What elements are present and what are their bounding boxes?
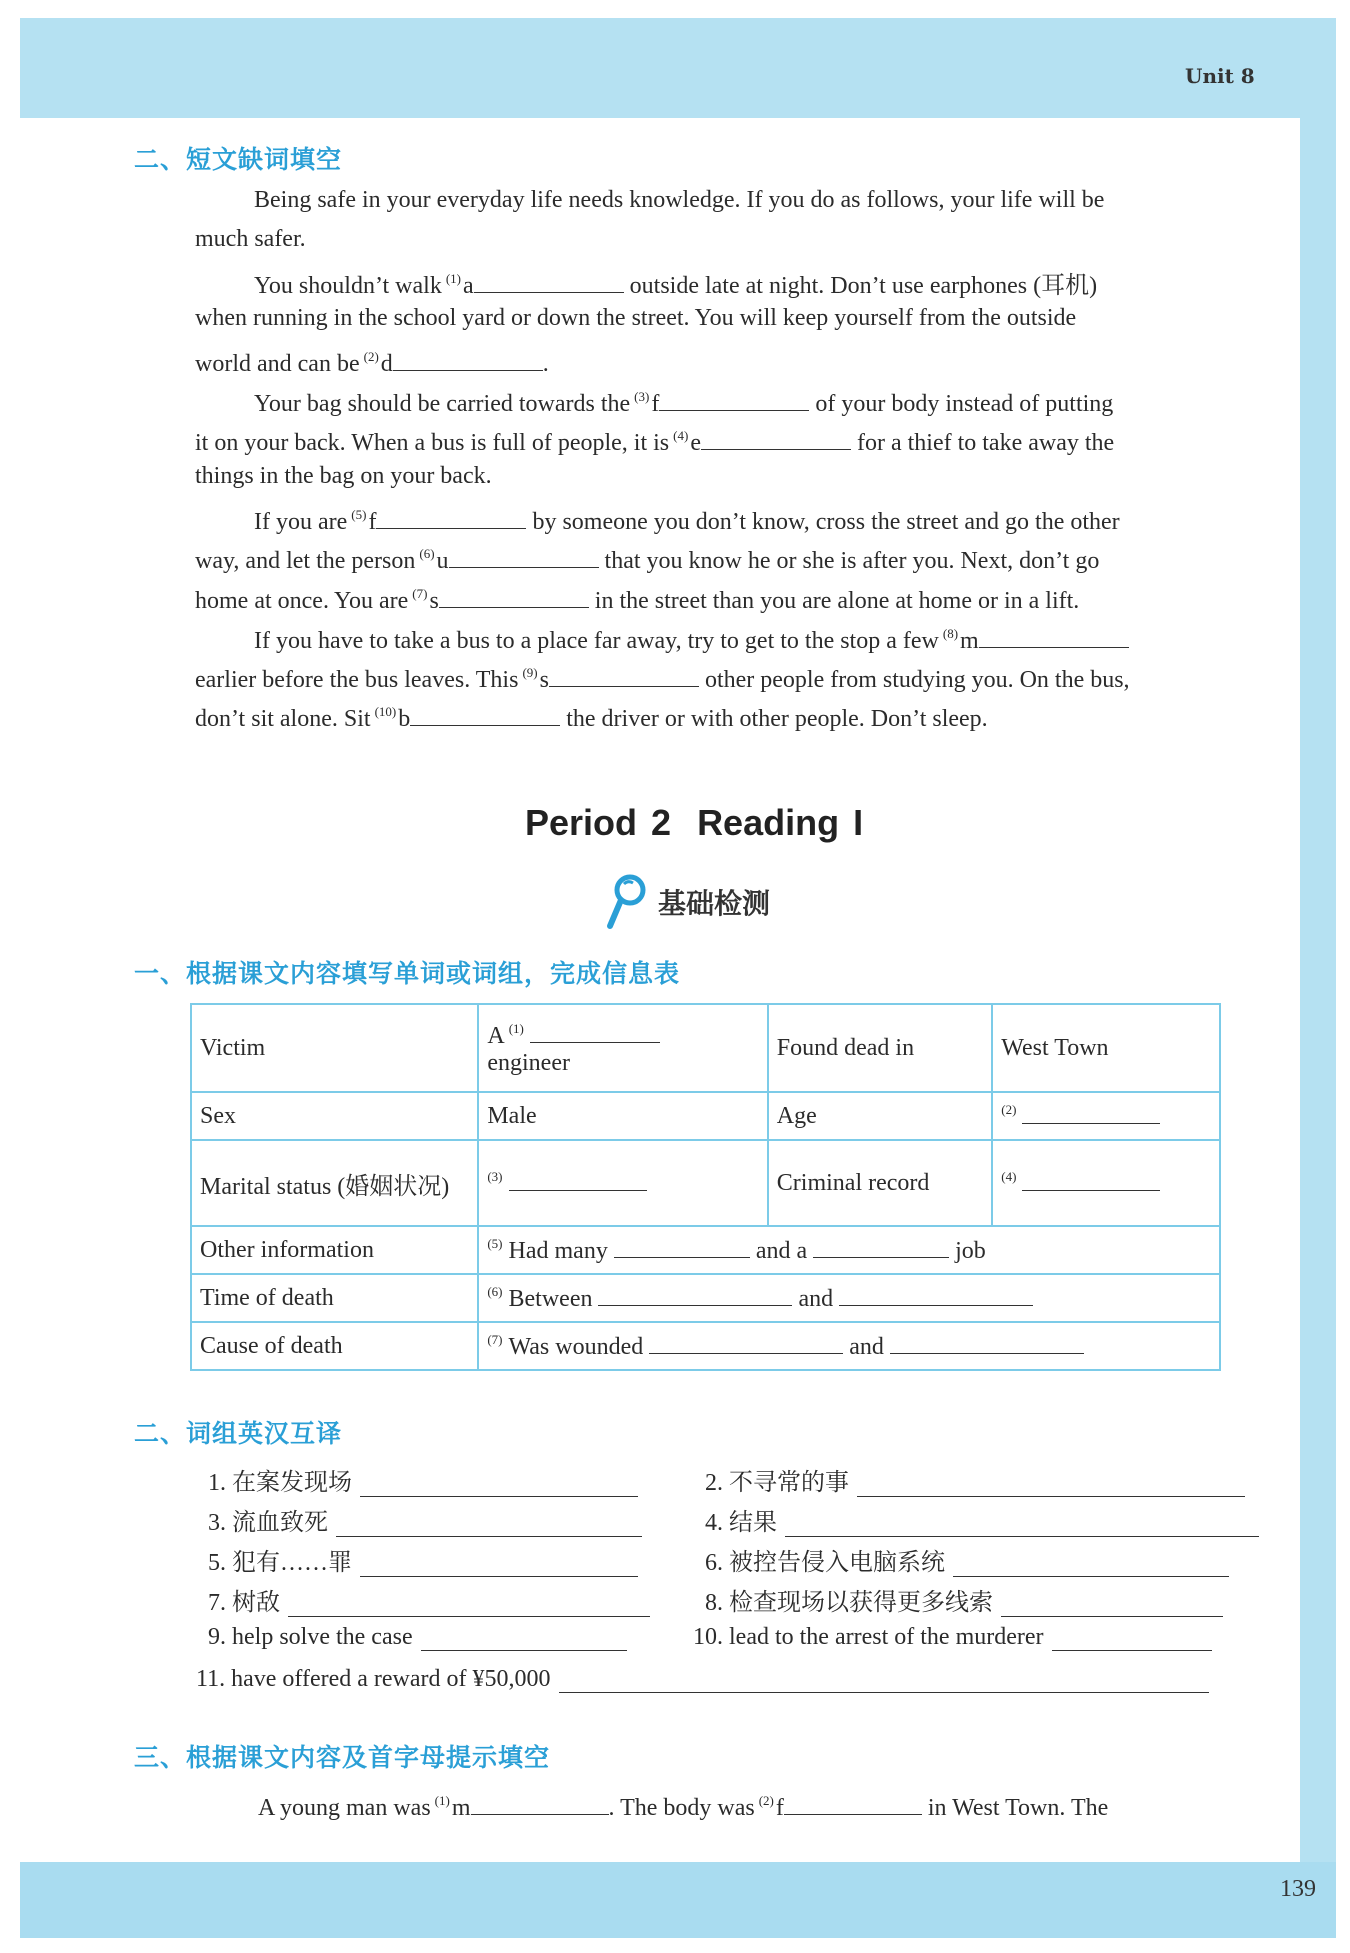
cloze-line: things in the bag on your back. bbox=[195, 463, 492, 489]
basic-check-label: 基础检测 bbox=[658, 887, 771, 920]
translate-heading: 二、词组英汉互译 bbox=[134, 1419, 343, 1448]
table-row bbox=[191, 1226, 1220, 1274]
cloze-line: when running in the school yard or down the street. You will keep yourself from the outside bbox=[195, 305, 1077, 331]
phrase-item: 1. 在案发现场 bbox=[208, 1462, 638, 1497]
cloze-line: it on your back. When a bus is full of people, it is $^{(4)}$e for a thief to take away the bbox=[195, 428, 1115, 456]
other-blank: $^{(5)}$ Had many and a job bbox=[478, 1226, 1220, 1274]
cloze-line: If you have to take a bus to a place far away, try to get to the stop a few $^{(8)}$m bbox=[254, 619, 1129, 656]
phrase-item: 5. 犯有……罪 bbox=[208, 1542, 638, 1577]
basic-check-heading bbox=[604, 872, 770, 932]
sex-label: Sex bbox=[191, 1092, 478, 1140]
phrase-item: 10. lead to the arrest of the murderer bbox=[693, 1624, 1212, 1651]
cloze-line: You shouldn’t walk $^{(1)}$a outside late at night. Don’t use earphones (耳机) bbox=[254, 271, 1098, 299]
phrase-item: 2. 不寻常的事 bbox=[705, 1462, 1245, 1497]
fill-line: A young man was $^{(1)}$m . The body was $^{(2)}$f in West Town. The bbox=[258, 1793, 1109, 1821]
period-subtitle: Reading I bbox=[697, 802, 864, 843]
phrase-item: 6. 被控告侵入电脑系统 bbox=[705, 1542, 1229, 1577]
victim-cell: A $^{(1)}$ engineer bbox=[478, 1004, 767, 1092]
phrase-item: 9. help solve the case bbox=[208, 1624, 627, 1651]
age-label: Age bbox=[768, 1092, 992, 1140]
answer-blank[interactable] bbox=[393, 348, 543, 371]
bottom-banner bbox=[20, 1862, 1336, 1938]
cloze-line: Your bag should be carried towards the $^{(3)}$f of your body instead of putting bbox=[254, 389, 1114, 417]
answer-blank[interactable] bbox=[376, 506, 526, 529]
marital-blank: (3) bbox=[478, 1140, 767, 1226]
cloze-line: way, and let the person $^{(6)}$u that you know he or she is after you. Next, don’t go bbox=[195, 546, 1100, 574]
table-heading: 一、根据课文内容填写单词或词组，完成信息表 bbox=[134, 959, 681, 988]
cloze-line: If you are $^{(5)}$f by someone you don’t know, cross the street and go the other bbox=[254, 507, 1120, 535]
cloze-line: don’t sit alone. Sit $^{(10)}$b the driver or with other people. Don’t sleep. bbox=[195, 704, 988, 732]
cloze-line: earlier before the bus leaves. This $^{(9)}$s other people from studying you. On the bus, bbox=[195, 665, 1130, 693]
found-label: Found dead in bbox=[768, 1004, 992, 1092]
age-blank: (2) bbox=[992, 1092, 1220, 1140]
victim-suffix: engineer bbox=[487, 1049, 570, 1076]
answer-blank[interactable] bbox=[410, 703, 560, 726]
found-value: West Town bbox=[992, 1004, 1220, 1092]
answer-blank[interactable] bbox=[474, 270, 624, 293]
page-number: 139 bbox=[1280, 1876, 1316, 1902]
answer-blank[interactable] bbox=[701, 427, 851, 450]
fill-heading: 三、根据课文内容及首字母提示填空 bbox=[134, 1743, 551, 1772]
period-number: Period 2 bbox=[525, 802, 672, 843]
time-label: Time of death bbox=[191, 1274, 478, 1322]
answer-blank[interactable] bbox=[979, 625, 1129, 648]
table-row bbox=[191, 1140, 1220, 1226]
phrase-item: 4. 结果 bbox=[705, 1502, 1259, 1537]
sex-value: Male bbox=[478, 1092, 767, 1140]
top-banner bbox=[20, 18, 1336, 118]
table-row bbox=[191, 1092, 1220, 1140]
cause-blank: $^{(7)}$ Was wounded and bbox=[478, 1322, 1220, 1370]
phrase-item: 8. 检查现场以获得更多线索 bbox=[705, 1582, 1223, 1617]
cloze-line: much safer. bbox=[195, 226, 306, 252]
time-blank: $^{(6)}$ Between and bbox=[478, 1274, 1220, 1322]
criminal-blank: (4) bbox=[992, 1140, 1220, 1226]
table-row bbox=[191, 1322, 1220, 1370]
phrase-item: 11. have offered a reward of ¥50,000 bbox=[196, 1666, 1209, 1693]
cloze-line: Being safe in your everyday life needs knowledge. If you do as follows, your life will be bbox=[254, 187, 1105, 213]
marital-label: Marital status (婚姻状况) bbox=[191, 1140, 478, 1226]
table-row bbox=[191, 1274, 1220, 1322]
other-label: Other information bbox=[191, 1226, 478, 1274]
answer-blank[interactable] bbox=[659, 388, 809, 411]
criminal-label: Criminal record bbox=[768, 1140, 992, 1226]
cause-label: Cause of death bbox=[191, 1322, 478, 1370]
magnifier-icon bbox=[604, 872, 648, 932]
answer-blank[interactable] bbox=[549, 664, 699, 687]
answer-blank[interactable] bbox=[439, 585, 589, 608]
cloze-heading: 二、短文缺词填空 bbox=[134, 145, 343, 174]
victim-label: Victim bbox=[191, 1004, 478, 1092]
answer-blank[interactable] bbox=[449, 545, 599, 568]
cloze-line: home at once. You are $^{(7)}$s in the street than you are alone at home or in a lift. bbox=[195, 586, 1080, 614]
phrase-item: 3. 流血致死 bbox=[208, 1502, 642, 1537]
cloze-line: world and can be $^{(2)}$d . bbox=[195, 349, 549, 377]
period-title bbox=[525, 802, 863, 844]
phrase-item: 7. 树敌 bbox=[208, 1582, 650, 1617]
victim-info-table bbox=[190, 1003, 1221, 1371]
table-row bbox=[191, 1004, 1220, 1092]
unit-label: Unit 8 bbox=[1185, 64, 1255, 88]
right-margin-band bbox=[1300, 18, 1336, 1938]
